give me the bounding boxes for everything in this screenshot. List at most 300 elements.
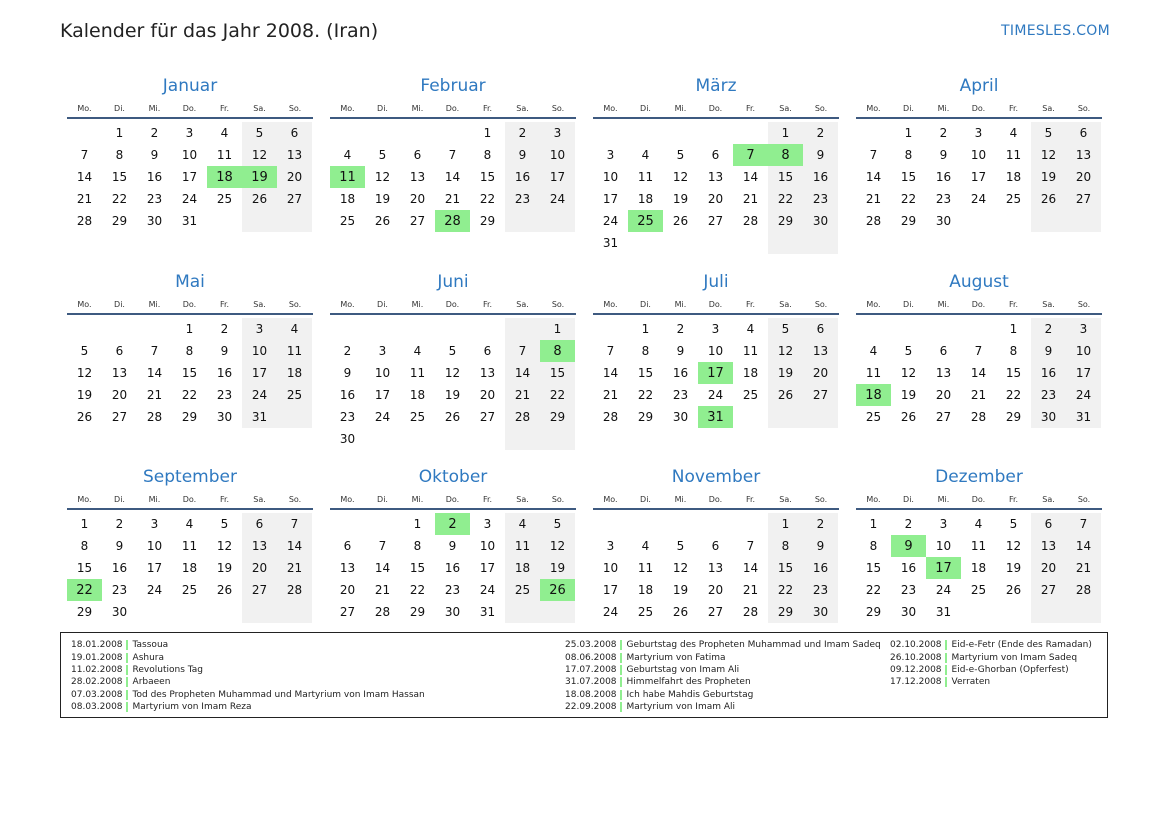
day-grid — [330, 122, 576, 232]
day-cell: 13 — [707, 561, 724, 575]
empty-cell — [67, 318, 102, 340]
empty-cell — [768, 406, 803, 428]
day-cell: 1 — [768, 513, 803, 535]
day-cell: 30 — [339, 432, 356, 446]
month-block — [856, 74, 1102, 232]
day-cell: 17 — [181, 170, 198, 184]
legend-text: Revolutions Tag — [132, 664, 203, 675]
day-cell: 16 — [672, 366, 689, 380]
day-cell: 4 — [1009, 126, 1018, 140]
weekday-label: Mo. — [866, 103, 881, 113]
day-cell: 26 — [242, 188, 277, 210]
day-cell: 1 — [483, 126, 492, 140]
day-cell: 25 — [277, 384, 312, 406]
day-cell: 11 — [330, 166, 365, 188]
day-cell: 11 — [181, 539, 198, 553]
day-cell: 29 — [637, 410, 654, 424]
day-cell: 13 — [242, 535, 277, 557]
day-cell: 31 — [698, 406, 733, 428]
day-cell: 17 — [602, 583, 619, 597]
legend-item — [565, 701, 881, 713]
day-cell: 9 — [803, 535, 838, 557]
day-cell: 7 — [869, 148, 878, 162]
day-cell: 21 — [970, 388, 987, 402]
day-cell: 23 — [935, 192, 952, 206]
day-cell: 28 — [277, 579, 312, 601]
day-cell: 10 — [707, 344, 724, 358]
month-name: Oktober — [418, 467, 488, 487]
weekday-label: So. — [1077, 494, 1091, 504]
day-cell: 12 — [540, 535, 575, 557]
legend-date: 07.03.2008 — [71, 690, 128, 700]
day-cell: 6 — [277, 122, 312, 144]
day-cell: 23 — [1031, 384, 1066, 406]
day-cell: 1 — [869, 517, 878, 531]
day-cell: 3 — [606, 148, 615, 162]
day-cell: 14 — [742, 170, 759, 184]
legend-item — [71, 701, 425, 713]
legend-date: 08.03.2008 — [71, 702, 128, 712]
weekday-label: Fr. — [482, 103, 493, 113]
legend-text: Tassoua — [132, 640, 169, 651]
day-cell: 25 — [628, 210, 663, 232]
empty-cell — [1066, 210, 1101, 232]
month-name: Januar — [162, 76, 218, 96]
day-cell: 14 — [505, 362, 540, 384]
empty-cell — [856, 318, 891, 340]
day-cell: 22 — [900, 192, 917, 206]
day-cell: 28 — [435, 210, 470, 232]
day-cell: 10 — [374, 366, 391, 380]
day-cell: 25 — [409, 410, 426, 424]
day-cell: 14 — [374, 561, 391, 575]
day-cell: 30 — [216, 410, 233, 424]
empty-cell — [365, 428, 400, 450]
weekday-label: Sa. — [253, 103, 266, 113]
day-cell: 7 — [80, 148, 89, 162]
day-cell: 17 — [374, 388, 391, 402]
day-cell: 23 — [672, 388, 689, 402]
day-cell: 2 — [435, 513, 470, 535]
weekday-label: So. — [288, 103, 302, 113]
day-cell: 8 — [641, 344, 650, 358]
empty-cell — [663, 513, 698, 535]
day-cell: 11 — [637, 561, 654, 575]
legend-date: 31.07.2008 — [565, 677, 622, 687]
day-cell: 27 — [409, 214, 426, 228]
legend-text: Geburtstag des Propheten Muhammad und Imam Sadeq — [626, 640, 881, 651]
day-cell: 21 — [1066, 557, 1101, 579]
day-cell: 7 — [1066, 513, 1101, 535]
day-cell: 28 — [146, 410, 163, 424]
day-cell: 4 — [505, 513, 540, 535]
empty-cell — [733, 122, 768, 144]
legend-item — [71, 676, 425, 688]
legend-item — [890, 651, 1092, 663]
legend-text: Arbaeen — [132, 677, 171, 688]
weekday-header — [593, 295, 839, 315]
weekday-label: Sa. — [1042, 299, 1055, 309]
day-cell: 30 — [935, 214, 952, 228]
legend-column — [890, 639, 1092, 689]
day-cell: 23 — [111, 583, 128, 597]
empty-cell — [628, 232, 663, 254]
day-cell: 6 — [343, 539, 352, 553]
month-block — [330, 74, 576, 232]
day-cell: 14 — [602, 366, 619, 380]
legend-date: 25.03.2008 — [565, 640, 622, 650]
day-cell: 10 — [540, 144, 575, 166]
day-cell: 21 — [865, 192, 882, 206]
day-cell: 29 — [181, 410, 198, 424]
day-cell: 27 — [111, 410, 128, 424]
legend-item — [565, 664, 881, 676]
day-cell: 4 — [974, 517, 983, 531]
weekday-header — [67, 99, 313, 119]
day-cell: 19 — [900, 388, 917, 402]
months-grid — [67, 74, 1107, 634]
day-cell: 17 — [479, 561, 496, 575]
legend-date: 22.09.2008 — [565, 702, 622, 712]
day-cell: 3 — [242, 318, 277, 340]
weekday-label: Mo. — [77, 494, 92, 504]
day-cell: 2 — [220, 322, 229, 336]
weekday-label: Mi. — [411, 103, 424, 113]
empty-cell — [961, 318, 996, 340]
weekday-label: Mi. — [674, 299, 687, 309]
day-cell: 1 — [413, 517, 422, 531]
weekday-header — [330, 490, 576, 510]
day-cell: 8 — [904, 148, 913, 162]
legend-text: Ashura — [132, 652, 165, 663]
weekday-label: Mi. — [148, 103, 161, 113]
day-cell: 9 — [803, 144, 838, 166]
day-grid — [593, 318, 839, 428]
empty-cell — [961, 601, 996, 623]
empty-cell — [663, 232, 698, 254]
day-cell: 24 — [374, 410, 391, 424]
day-cell: 16 — [146, 170, 163, 184]
day-cell: 11 — [1005, 148, 1022, 162]
day-cell: 7 — [277, 513, 312, 535]
site-link[interactable]: TIMESLES.COM — [1001, 23, 1110, 39]
day-cell: 3 — [185, 126, 194, 140]
day-cell: 19 — [76, 388, 93, 402]
day-cell: 26 — [672, 605, 689, 619]
weekday-label: Do. — [971, 494, 986, 504]
weekday-label: Di. — [377, 103, 388, 113]
day-cell: 2 — [343, 344, 352, 358]
day-cell: 9 — [343, 366, 352, 380]
weekday-label: Do. — [445, 494, 460, 504]
weekday-label: Sa. — [516, 103, 529, 113]
day-cell: 30 — [146, 214, 163, 228]
day-cell: 11 — [865, 366, 882, 380]
day-grid — [856, 122, 1102, 232]
day-cell: 9 — [676, 344, 685, 358]
empty-cell — [593, 318, 628, 340]
day-cell: 10 — [602, 170, 619, 184]
day-cell: 14 — [970, 366, 987, 380]
day-cell: 28 — [865, 214, 882, 228]
empty-cell — [926, 318, 961, 340]
day-cell: 15 — [181, 366, 198, 380]
day-cell: 8 — [768, 535, 803, 557]
empty-cell — [698, 122, 733, 144]
weekday-label: Fr. — [1008, 103, 1019, 113]
weekday-header — [67, 295, 313, 315]
day-cell: 22 — [637, 388, 654, 402]
day-cell: 26 — [1005, 583, 1022, 597]
day-cell: 24 — [242, 384, 277, 406]
day-cell: 7 — [733, 144, 768, 166]
weekday-label: Mo. — [603, 103, 618, 113]
day-cell: 17 — [540, 166, 575, 188]
empty-cell — [330, 122, 365, 144]
weekday-label: Fr. — [1008, 494, 1019, 504]
month-name: September — [143, 467, 237, 487]
empty-cell — [67, 122, 102, 144]
day-cell: 9 — [448, 539, 457, 553]
empty-cell — [207, 210, 242, 232]
month-name: Dezember — [935, 467, 1023, 487]
day-cell: 17 — [602, 192, 619, 206]
weekday-label: Sa. — [779, 299, 792, 309]
weekday-label: Di. — [114, 494, 125, 504]
day-cell: 17 — [1066, 362, 1101, 384]
day-cell: 20 — [1031, 557, 1066, 579]
day-cell: 4 — [869, 344, 878, 358]
day-cell: 26 — [768, 384, 803, 406]
day-cell: 31 — [1066, 406, 1101, 428]
weekday-label: Fr. — [482, 494, 493, 504]
weekday-label: Mo. — [603, 494, 618, 504]
empty-cell — [593, 122, 628, 144]
day-cell: 30 — [1031, 406, 1066, 428]
day-cell: 17 — [970, 170, 987, 184]
day-cell: 28 — [742, 605, 759, 619]
day-cell: 15 — [409, 561, 426, 575]
day-grid — [330, 513, 576, 623]
day-cell: 25 — [216, 192, 233, 206]
day-cell: 16 — [803, 166, 838, 188]
day-grid — [593, 122, 839, 254]
weekday-label: So. — [288, 299, 302, 309]
weekday-label: Do. — [971, 103, 986, 113]
day-cell: 14 — [146, 366, 163, 380]
day-cell: 18 — [637, 192, 654, 206]
legend-text: Martyrium von Imam Sadeq — [951, 652, 1078, 663]
day-cell: 2 — [676, 322, 685, 336]
legend-item — [71, 689, 425, 701]
day-cell: 5 — [676, 148, 685, 162]
day-cell: 15 — [768, 166, 803, 188]
day-cell: 20 — [409, 192, 426, 206]
day-cell: 21 — [374, 583, 391, 597]
empty-cell — [996, 210, 1031, 232]
day-cell: 10 — [1066, 340, 1101, 362]
month-block — [67, 270, 313, 428]
weekday-label: Fr. — [219, 494, 230, 504]
day-cell: 25 — [742, 388, 759, 402]
weekday-header — [593, 99, 839, 119]
month-block — [593, 465, 839, 623]
day-cell: 23 — [900, 583, 917, 597]
weekday-label: Fr. — [745, 103, 756, 113]
day-cell: 29 — [768, 210, 803, 232]
day-cell: 16 — [444, 561, 461, 575]
day-cell: 12 — [900, 366, 917, 380]
day-cell: 1 — [768, 122, 803, 144]
weekday-label: Di. — [903, 103, 914, 113]
legend-item — [565, 676, 881, 688]
weekday-label: So. — [551, 103, 565, 113]
legend-text: Geburtstag von Imam Ali — [626, 664, 740, 675]
day-cell: 11 — [277, 340, 312, 362]
day-cell: 3 — [483, 517, 492, 531]
empty-cell — [540, 210, 575, 232]
day-cell: 22 — [865, 583, 882, 597]
day-cell: 29 — [540, 406, 575, 428]
legend-item — [71, 639, 425, 651]
day-cell: 29 — [865, 605, 882, 619]
day-cell: 27 — [277, 188, 312, 210]
day-cell: 13 — [277, 144, 312, 166]
day-cell: 1 — [185, 322, 194, 336]
weekday-label: Di. — [640, 494, 651, 504]
weekday-header — [330, 99, 576, 119]
day-cell: 25 — [339, 214, 356, 228]
day-cell: 11 — [637, 170, 654, 184]
day-cell: 11 — [216, 148, 233, 162]
day-cell: 23 — [803, 579, 838, 601]
day-cell: 2 — [803, 122, 838, 144]
day-grid — [856, 513, 1102, 623]
weekday-label: Do. — [445, 299, 460, 309]
day-cell: 17 — [926, 557, 961, 579]
weekday-label: Mo. — [77, 299, 92, 309]
day-cell: 12 — [242, 144, 277, 166]
day-cell: 13 — [479, 366, 496, 380]
day-cell: 13 — [803, 340, 838, 362]
legend-text: Tod des Propheten Muhammad und Martyrium von Imam Hassan — [132, 689, 425, 700]
day-cell: 10 — [146, 539, 163, 553]
weekday-label: Mo. — [77, 103, 92, 113]
day-cell: 23 — [803, 188, 838, 210]
day-cell: 4 — [220, 126, 229, 140]
legend-item — [565, 639, 881, 651]
empty-cell — [137, 318, 172, 340]
empty-cell — [768, 232, 803, 254]
legend-item — [890, 639, 1092, 651]
day-cell: 3 — [150, 517, 159, 531]
day-cell: 10 — [181, 148, 198, 162]
empty-cell — [330, 513, 365, 535]
day-cell: 29 — [479, 214, 496, 228]
day-cell: 29 — [409, 605, 426, 619]
day-cell: 31 — [181, 214, 198, 228]
month-block — [67, 74, 313, 232]
weekday-label: Fr. — [1008, 299, 1019, 309]
empty-cell — [277, 406, 312, 428]
day-cell: 27 — [803, 384, 838, 406]
day-cell: 22 — [540, 384, 575, 406]
day-cell: 6 — [939, 344, 948, 358]
empty-cell — [400, 318, 435, 340]
day-cell: 19 — [540, 557, 575, 579]
day-cell: 9 — [115, 539, 124, 553]
weekday-label: Sa. — [253, 299, 266, 309]
weekday-label: Do. — [971, 299, 986, 309]
month-block — [67, 465, 313, 623]
weekday-label: Mi. — [148, 299, 161, 309]
day-cell: 1 — [540, 318, 575, 340]
month-name: Februar — [420, 76, 486, 96]
day-cell: 5 — [448, 344, 457, 358]
day-cell: 15 — [1005, 366, 1022, 380]
day-cell: 24 — [181, 192, 198, 206]
empty-cell — [137, 601, 172, 623]
day-cell: 9 — [1031, 340, 1066, 362]
day-cell: 31 — [935, 605, 952, 619]
legend-item — [565, 689, 881, 701]
weekday-header — [330, 295, 576, 315]
empty-cell — [330, 318, 365, 340]
day-cell: 5 — [378, 148, 387, 162]
weekday-label: Fr. — [482, 299, 493, 309]
weekday-label: Sa. — [253, 494, 266, 504]
legend-column — [565, 639, 881, 713]
weekday-label: Mi. — [674, 494, 687, 504]
weekday-label: Mi. — [674, 103, 687, 113]
empty-cell — [698, 232, 733, 254]
day-cell: 18 — [637, 583, 654, 597]
day-cell: 17 — [698, 362, 733, 384]
day-cell: 10 — [935, 539, 952, 553]
legend-text: Martyrium von Imam Reza — [132, 702, 252, 713]
day-cell: 18 — [856, 384, 891, 406]
day-cell: 22 — [479, 192, 496, 206]
day-cell: 12 — [216, 539, 233, 553]
day-cell: 13 — [339, 561, 356, 575]
weekday-header — [856, 295, 1102, 315]
day-cell: 28 — [374, 605, 391, 619]
empty-cell — [277, 601, 312, 623]
day-cell: 20 — [707, 583, 724, 597]
day-cell: 16 — [935, 170, 952, 184]
day-cell: 14 — [277, 535, 312, 557]
empty-cell — [172, 601, 207, 623]
day-cell: 1 — [1009, 322, 1018, 336]
day-cell: 11 — [505, 535, 540, 557]
day-cell: 22 — [409, 583, 426, 597]
weekday-label: Di. — [377, 299, 388, 309]
day-cell: 12 — [374, 170, 391, 184]
day-cell: 18 — [207, 166, 242, 188]
day-cell: 11 — [742, 344, 759, 358]
month-block — [856, 465, 1102, 623]
month-block — [593, 74, 839, 254]
month-name: August — [949, 272, 1009, 292]
day-cell: 2 — [904, 517, 913, 531]
day-cell: 10 — [242, 340, 277, 362]
day-cell: 8 — [115, 148, 124, 162]
day-cell: 16 — [111, 561, 128, 575]
empty-cell — [242, 601, 277, 623]
day-cell: 18 — [181, 561, 198, 575]
month-name: April — [959, 76, 999, 96]
weekday-label: Do. — [708, 299, 723, 309]
